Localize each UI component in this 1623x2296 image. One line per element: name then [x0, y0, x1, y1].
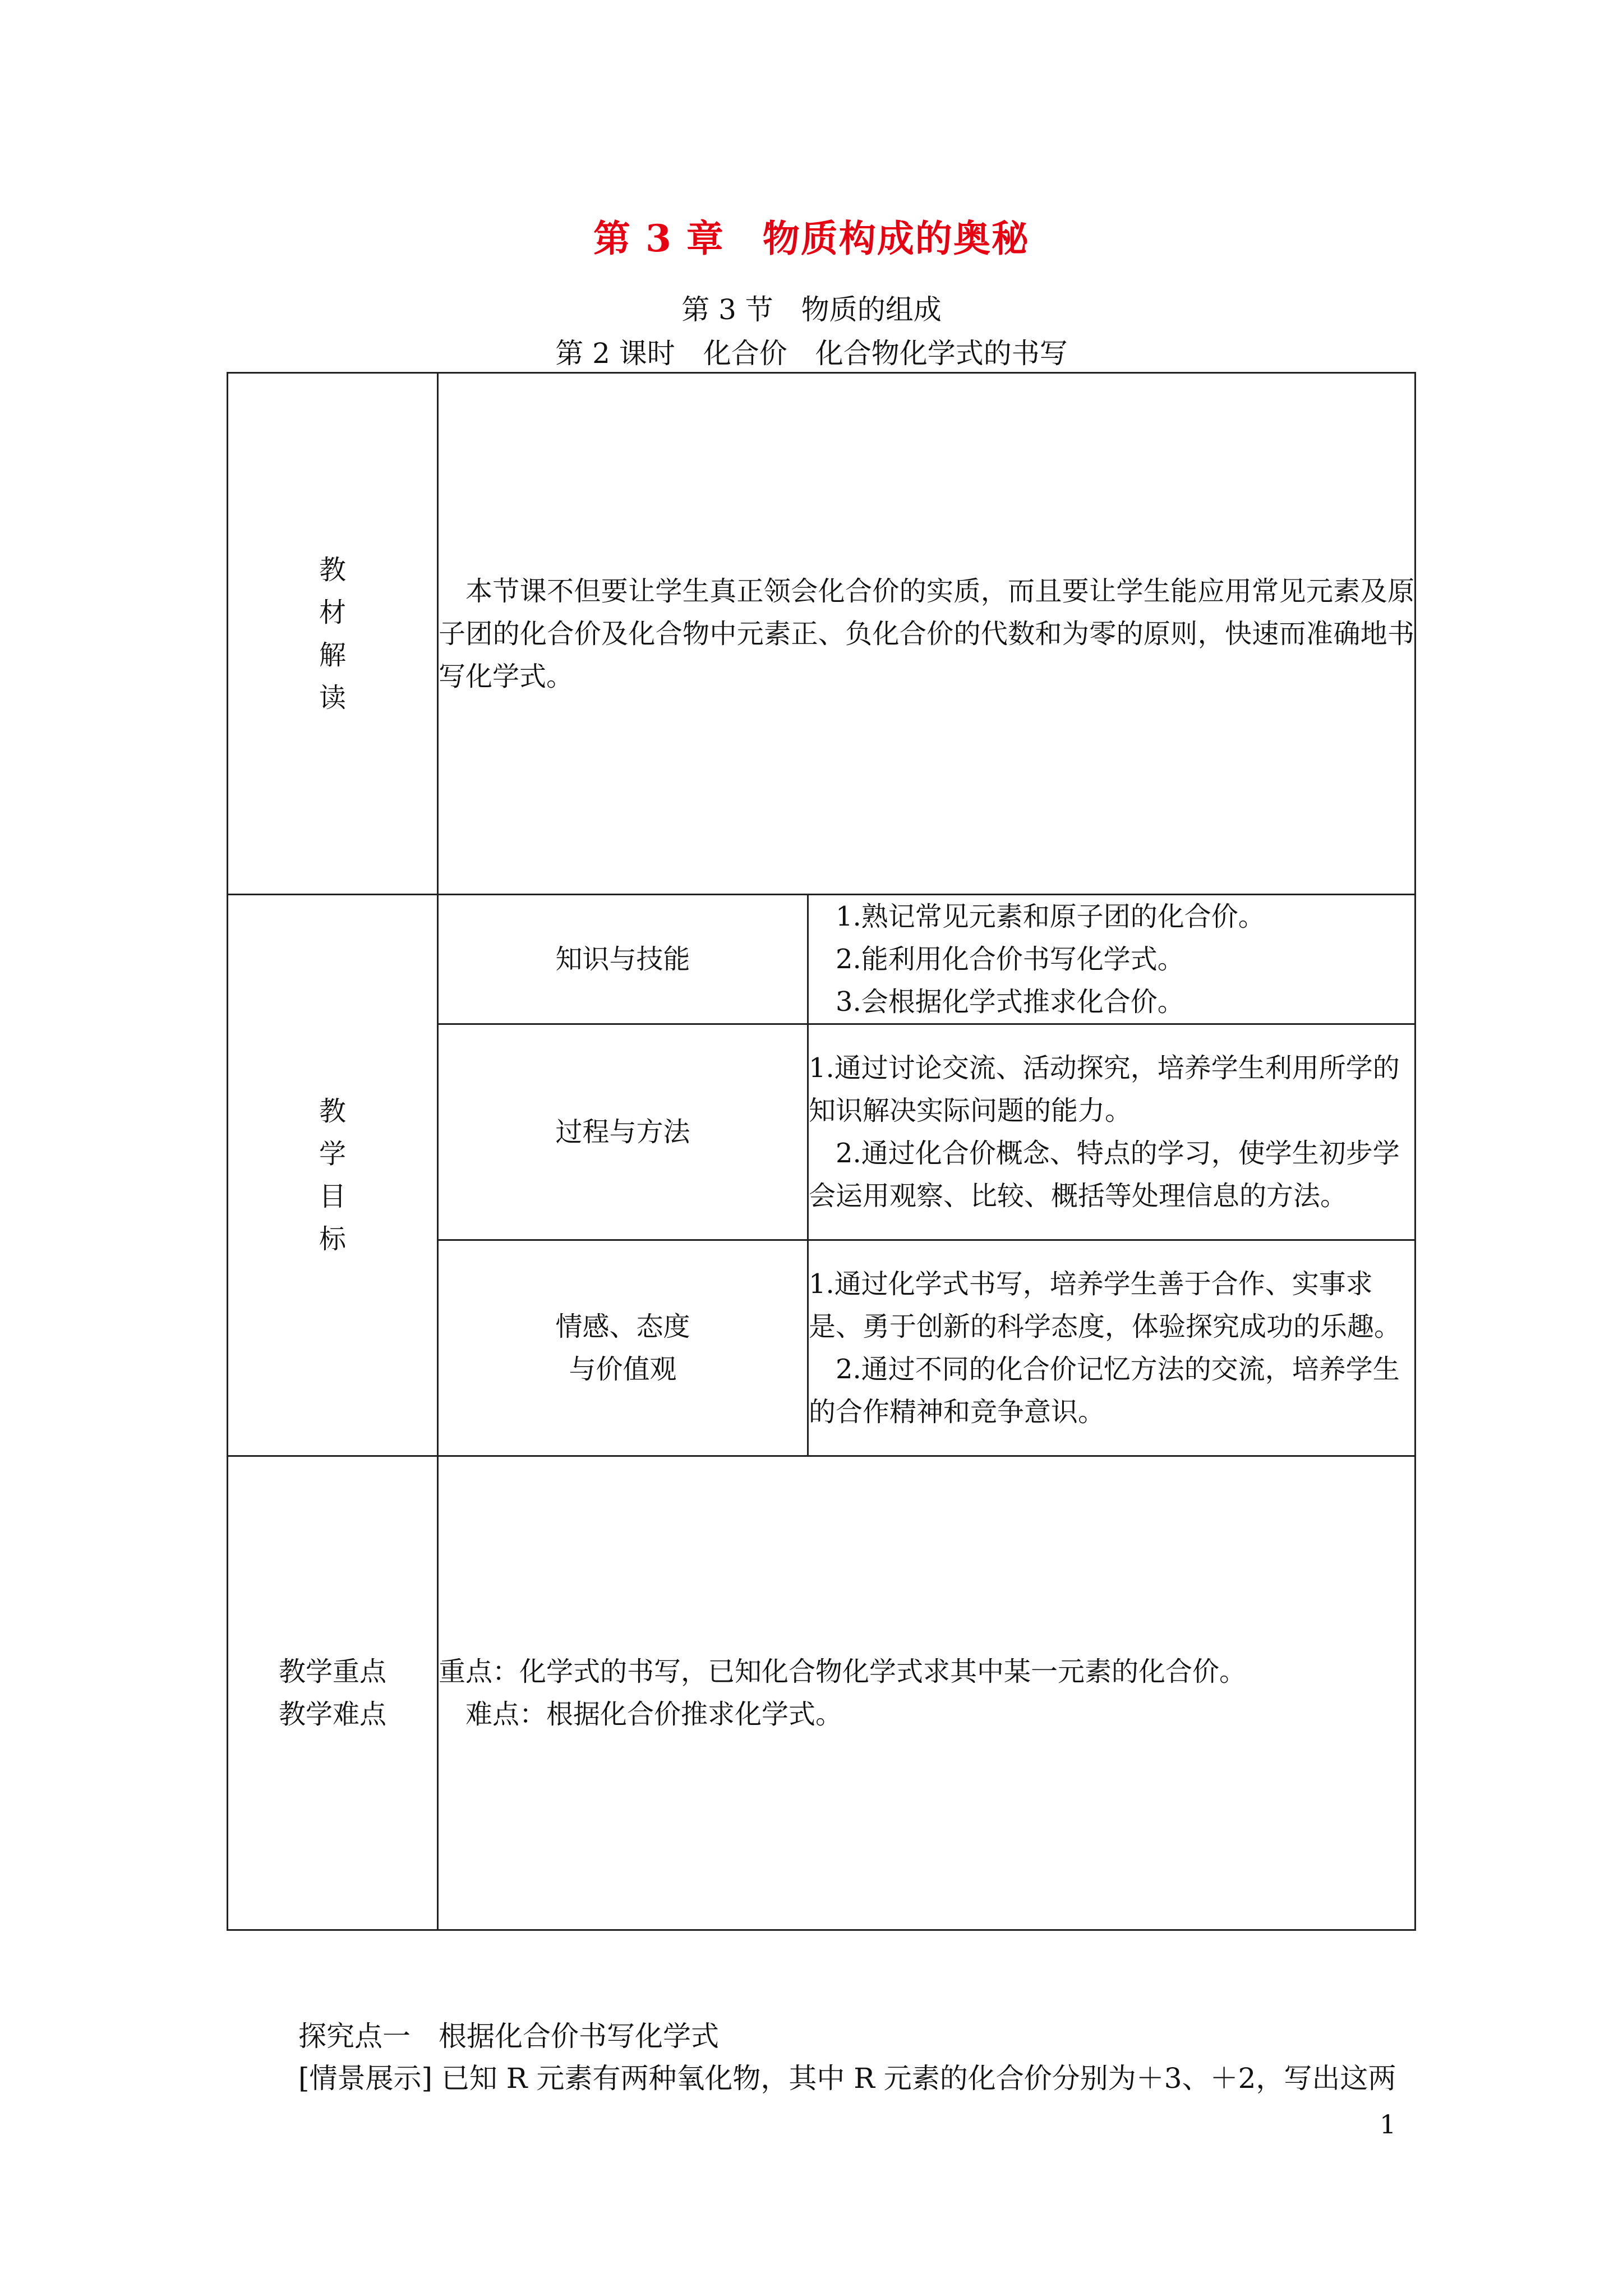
keypoints-difficulty: 难点：根据化合价推求化学式。: [465, 1699, 843, 1730]
inquiry-heading: 探究点一 根据化合价书写化学式: [298, 2020, 719, 2053]
objective-items-process: [808, 1024, 1415, 1240]
material-label: 教 材 解 读: [228, 373, 438, 895]
keypoints-label: 教学重点 教学难点: [228, 1456, 438, 1930]
objective-item: 1.熟记常见元素和原子团的化合价。: [836, 901, 1265, 932]
objective-item: 3.会根据化学式推求化合价。: [836, 986, 1184, 1018]
section-title: 第 3 节 物质的组成: [681, 293, 942, 326]
objective-items-attitude: [808, 1240, 1415, 1456]
scenario-line: [情景展示] 已知 R 元素有两种氧化物，其中 R 元素的化合价分别为＋3、＋2，写出这两: [298, 2062, 1396, 2095]
material-text-cell: [438, 373, 1415, 895]
objective-item: 1.通过化学式书写，培养学生善于合作、实事求是、勇于创新的科学态度，体验探究成功的乐趣。: [809, 1268, 1401, 1342]
objective-row-knowledge: [228, 895, 1415, 1024]
objectives-label: 教 学 目 标: [228, 895, 438, 1456]
objective-label-process: 过程与方法: [438, 1024, 808, 1240]
objective-label-knowledge: 知识与技能: [438, 895, 808, 1024]
objective-label-attitude: 情感、态度 与价值观: [438, 1240, 808, 1456]
objective-items-knowledge: [808, 895, 1415, 1024]
keypoints-row: [228, 1456, 1415, 1930]
lesson-title: 第 2 课时 化合价 化合物化学式的书写: [555, 337, 1068, 370]
keypoints-text-cell: [438, 1456, 1415, 1930]
objective-item: 1.通过讨论交流、活动探究，培养学生利用所学的知识解决实际问题的能力。: [809, 1052, 1400, 1126]
material-row: [228, 373, 1415, 895]
chapter-title: 第 3 章 物质构成的奥秘: [593, 217, 1030, 260]
lesson-plan-table: [227, 372, 1416, 1931]
material-text: 本节课不但要让学生真正领会化合价的实质，而且要让学生能应用常见元素及原子团的化合价及化合物中元素正、负化合价的代数和为零的原则，快速而准确地书写化学式。: [439, 575, 1415, 692]
objective-item: 2.能利用化合价书写化学式。: [836, 944, 1184, 975]
keypoints-focus: 重点：化学式的书写，已知化合物化学式求其中某一元素的化合价。: [439, 1656, 1247, 1687]
objective-item: 2.通过化合价概念、特点的学习，使学生初步学会运用观察、比较、概括等处理信息的方法。: [809, 1138, 1400, 1212]
page-number: 1: [1380, 2109, 1396, 2139]
objective-item: 2.通过不同的化合价记忆方法的交流，培养学生的合作精神和竞争意识。: [809, 1354, 1400, 1428]
